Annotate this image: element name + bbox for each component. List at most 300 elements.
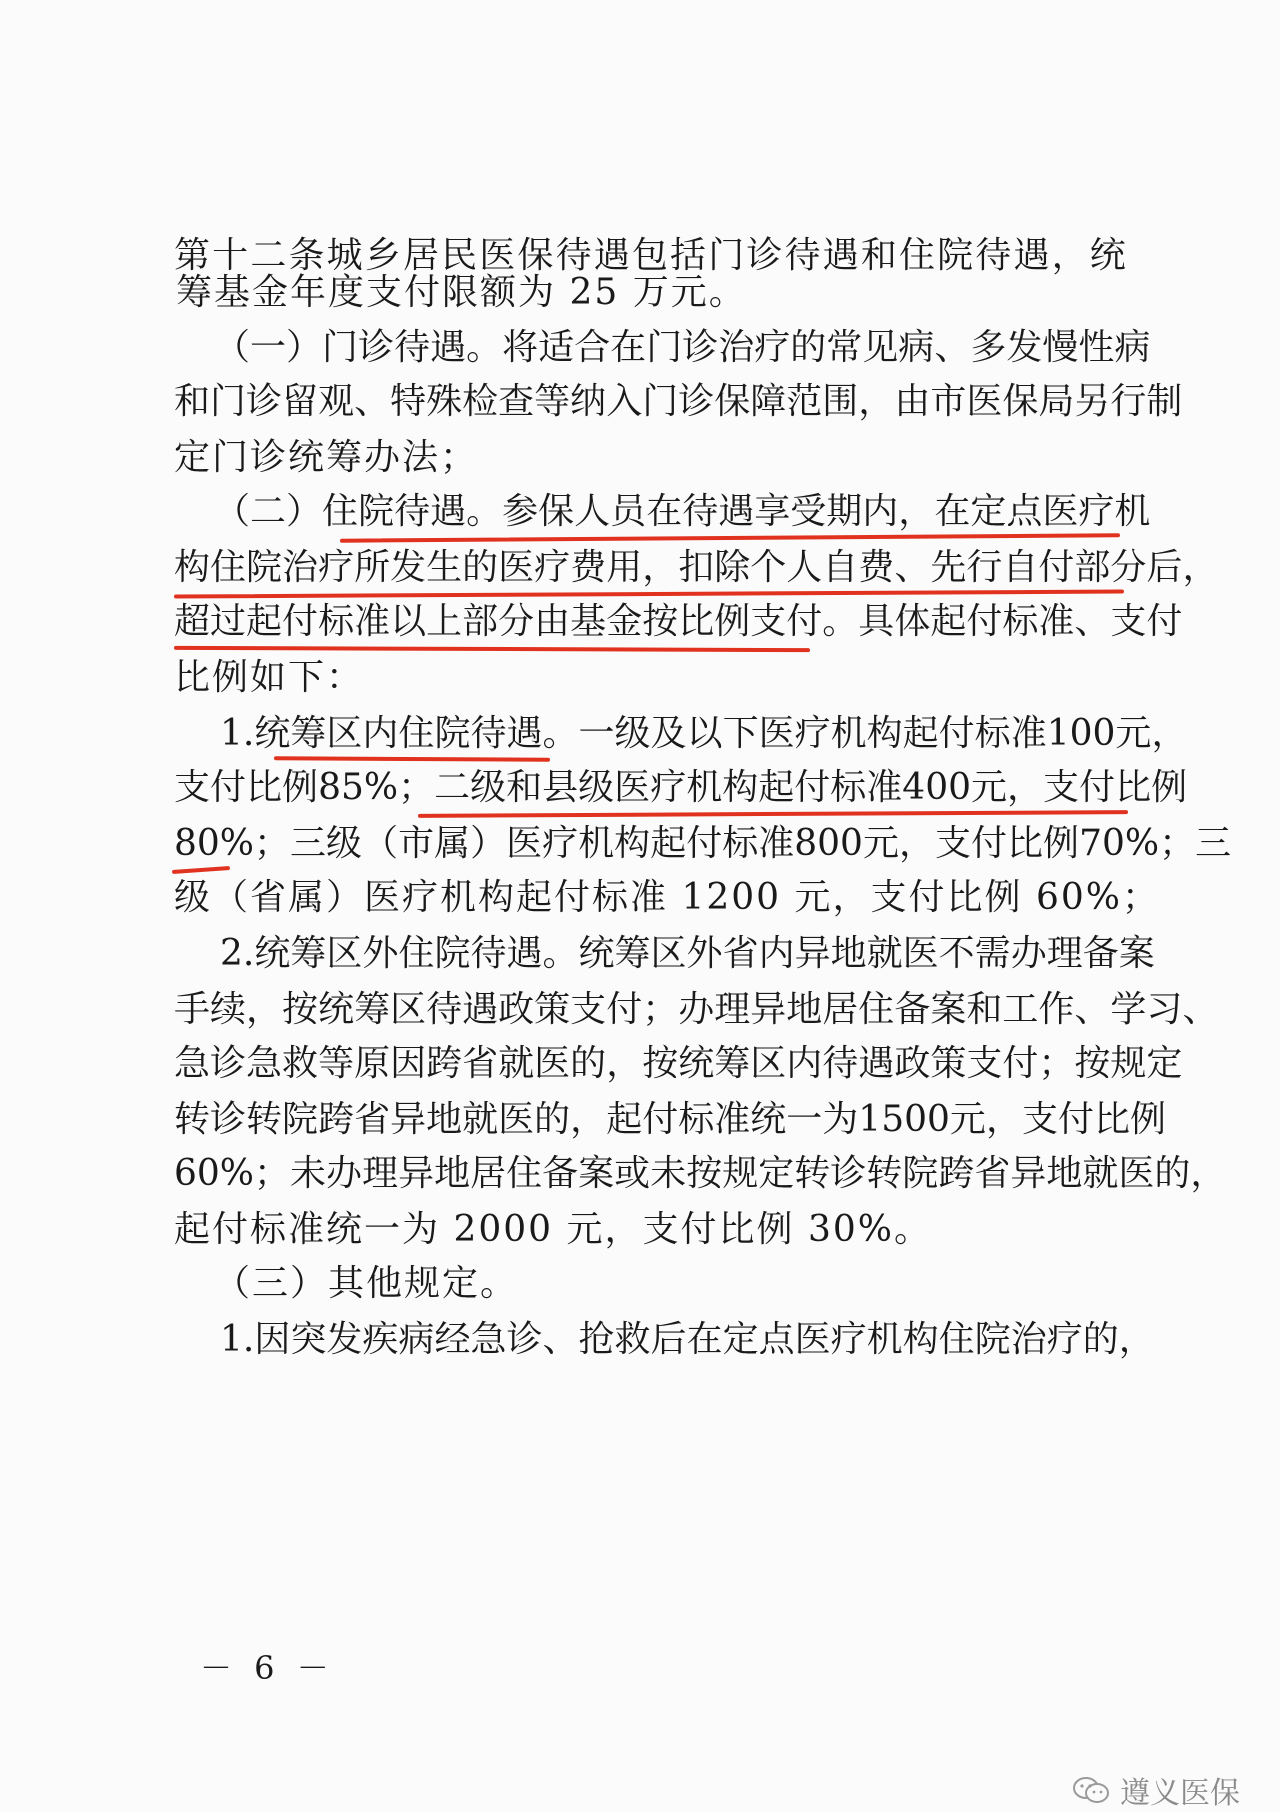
line-glyph: 待 bbox=[975, 235, 1012, 276]
line-glyph: 1. bbox=[220, 713, 255, 754]
line-glyph: 备 bbox=[1082, 933, 1119, 974]
line-glyph: 待 bbox=[682, 491, 719, 532]
line-glyph: 省 bbox=[722, 933, 759, 974]
line-glyph: 诊 bbox=[746, 235, 783, 276]
line-glyph: 遇 bbox=[506, 933, 543, 974]
line-glyph: 部 bbox=[1074, 547, 1111, 588]
line-glyph: 一 bbox=[786, 1099, 823, 1140]
line-glyph: 付 bbox=[1146, 601, 1183, 642]
line-glyph: 1500 bbox=[858, 1099, 950, 1140]
line-glyph: 策 bbox=[930, 1043, 967, 1084]
line-glyph: 一 bbox=[578, 713, 615, 754]
line-glyph: 统 bbox=[750, 1099, 787, 1140]
line-glyph: 支 bbox=[1110, 601, 1147, 642]
line-glyph: 人 bbox=[786, 547, 823, 588]
line-glyph: 的 bbox=[570, 1043, 607, 1084]
line-glyph: 付 bbox=[1057, 1099, 1094, 1140]
line-glyph: 因 bbox=[254, 1319, 291, 1360]
line-glyph: 内 bbox=[758, 933, 795, 974]
line-glyph: 待 bbox=[394, 491, 431, 532]
line-glyph: 付 bbox=[282, 601, 319, 642]
line-glyph: 疗 bbox=[794, 713, 831, 754]
line-glyph: （ bbox=[214, 327, 251, 368]
line-glyph: 的 bbox=[790, 327, 827, 368]
line-glyph: 起 bbox=[902, 713, 939, 754]
line-glyph: ， bbox=[1118, 1319, 1155, 1360]
line-glyph: ； bbox=[642, 989, 679, 1030]
line-glyph: 医 bbox=[498, 547, 535, 588]
line-glyph: 标 bbox=[1002, 601, 1039, 642]
line-glyph: 诊 bbox=[246, 381, 283, 422]
line-glyph: 行 bbox=[1110, 381, 1147, 422]
line-glyph: 员 bbox=[610, 491, 647, 532]
line-glyph: 诊 bbox=[682, 327, 719, 368]
line-glyph: 准 bbox=[1010, 713, 1047, 754]
line-glyph: 级 bbox=[326, 823, 363, 864]
line-glyph: 付 bbox=[1038, 547, 1075, 588]
line-glyph: 慢 bbox=[1042, 327, 1079, 368]
line-glyph: 遇 bbox=[593, 235, 630, 276]
line-glyph: 费 bbox=[570, 547, 607, 588]
line-glyph: 二 bbox=[250, 235, 287, 276]
line-glyph: 及 bbox=[650, 713, 687, 754]
line-glyph: 付 bbox=[786, 601, 823, 642]
line-glyph: ， bbox=[1190, 1153, 1227, 1194]
line-glyph: 十 bbox=[212, 235, 249, 276]
line-glyph: 付 bbox=[966, 601, 1003, 642]
line-glyph: 构 bbox=[174, 547, 211, 588]
line-glyph: 按 bbox=[1074, 1043, 1111, 1084]
line-glyph: 比 bbox=[1115, 767, 1152, 808]
line-glyph: 转 bbox=[174, 1099, 211, 1140]
line-glyph: 发 bbox=[1006, 327, 1043, 368]
line-glyph: 救 bbox=[614, 1319, 651, 1360]
line-glyph: 、 bbox=[354, 381, 391, 422]
line-glyph: 习 bbox=[1146, 989, 1183, 1030]
line-glyph: 机 bbox=[866, 1319, 903, 1360]
line-glyph: ， bbox=[858, 381, 895, 422]
line-glyph: 将 bbox=[502, 327, 539, 368]
line-glyph: 学 bbox=[1110, 989, 1147, 1030]
line-glyph: 住 bbox=[858, 989, 895, 1030]
line-glyph: 、 bbox=[1182, 989, 1219, 1030]
line-glyph: 医 bbox=[498, 1099, 535, 1140]
line-glyph: 院 bbox=[937, 235, 974, 276]
line-glyph: 住 bbox=[210, 547, 247, 588]
line-glyph: 准 bbox=[714, 1099, 751, 1140]
line-glyph: ； bbox=[254, 1153, 291, 1194]
line-glyph: 100 bbox=[1046, 713, 1116, 754]
line-glyph: 留 bbox=[282, 381, 319, 422]
line-glyph: 病 bbox=[1114, 327, 1151, 368]
page-number: － 6 － bbox=[200, 1649, 335, 1687]
line-glyph: 地 bbox=[830, 933, 867, 974]
line-glyph: 病 bbox=[398, 1319, 435, 1360]
line-glyph: 。 bbox=[542, 933, 579, 974]
line-glyph: 支 bbox=[1043, 767, 1080, 808]
line-glyph: 地 bbox=[1046, 1153, 1083, 1194]
line-glyph: 诊 bbox=[830, 1153, 867, 1194]
line-glyph: 支 bbox=[174, 767, 211, 808]
line-glyph: 疗 bbox=[650, 767, 687, 808]
line-glyph: ， bbox=[985, 1099, 1022, 1140]
line-glyph: 定 bbox=[722, 1319, 759, 1360]
line-glyph: 受 bbox=[790, 491, 827, 532]
line-glyph: 在 bbox=[646, 491, 683, 532]
line-glyph: 办 bbox=[1010, 933, 1047, 974]
in-zone-line-4: 级（省属）医疗机构起付标准 1200 元，支付比例 60%； bbox=[174, 877, 1160, 918]
line-glyph: 地 bbox=[434, 1153, 471, 1194]
line-glyph: 需 bbox=[974, 933, 1011, 974]
line-glyph: 后 bbox=[650, 1319, 687, 1360]
line-glyph: 适 bbox=[538, 327, 575, 368]
line-glyph: 以 bbox=[686, 713, 723, 754]
line-glyph: （ bbox=[214, 491, 251, 532]
line-glyph: 异 bbox=[1010, 1153, 1047, 1194]
line-glyph: 筹 bbox=[614, 933, 651, 974]
line-glyph: 先 bbox=[930, 547, 967, 588]
line-glyph: 标 bbox=[318, 601, 355, 642]
line-glyph: 。 bbox=[466, 491, 503, 532]
line-glyph: 保 bbox=[714, 381, 751, 422]
line-glyph: 85% bbox=[318, 767, 399, 808]
line-glyph: 、 bbox=[894, 547, 931, 588]
line-glyph: 三 bbox=[290, 823, 327, 864]
out-zone-line-3 bbox=[174, 1042, 1183, 1086]
line-glyph: 筹 bbox=[354, 989, 391, 1030]
line-glyph: 观 bbox=[318, 381, 355, 422]
line-glyph: 理 bbox=[362, 1153, 399, 1194]
line-glyph: 省 bbox=[354, 1099, 391, 1140]
line-glyph: 属 bbox=[434, 823, 471, 864]
line-glyph: 续 bbox=[210, 989, 247, 1030]
line-glyph: 付 bbox=[686, 823, 723, 864]
line-glyph: 多 bbox=[970, 327, 1007, 368]
line-glyph: 医 bbox=[966, 381, 1003, 422]
line-glyph: 付 bbox=[938, 713, 975, 754]
line-glyph: 机 bbox=[830, 713, 867, 754]
line-glyph: 70% bbox=[1079, 823, 1160, 864]
line-glyph: 、 bbox=[542, 1319, 579, 1360]
line-glyph: 经 bbox=[434, 1319, 471, 1360]
out-zone-line-1 bbox=[220, 932, 1155, 976]
line-glyph: 办 bbox=[326, 1153, 363, 1194]
line-glyph: 标 bbox=[722, 823, 759, 864]
line-glyph: 未 bbox=[290, 1153, 327, 1194]
line-glyph: 待 bbox=[394, 327, 431, 368]
line-glyph: 外 bbox=[686, 933, 723, 974]
line-glyph: 省 bbox=[462, 1043, 499, 1084]
line-glyph: 住 bbox=[398, 713, 435, 754]
outpatient-line-1 bbox=[214, 326, 1151, 370]
line-glyph: 发 bbox=[326, 1319, 363, 1360]
line-glyph: 在 bbox=[686, 1319, 723, 1360]
line-glyph: 检 bbox=[462, 381, 499, 422]
line-glyph: 付 bbox=[971, 823, 1008, 864]
line-glyph: 分 bbox=[1110, 547, 1147, 588]
line-glyph: 体 bbox=[894, 601, 931, 642]
line-glyph: 的 bbox=[1154, 1153, 1191, 1194]
line-glyph: 准 bbox=[758, 823, 795, 864]
line-glyph: 所 bbox=[354, 547, 391, 588]
line-glyph: 第 bbox=[174, 235, 211, 276]
line-glyph: 抢 bbox=[578, 1319, 615, 1360]
line-glyph: ， bbox=[1182, 547, 1219, 588]
line-glyph: 待 bbox=[470, 713, 507, 754]
line-glyph: 案 bbox=[930, 989, 967, 1030]
line-glyph: ， bbox=[1051, 235, 1088, 276]
line-glyph: 起 bbox=[758, 767, 795, 808]
line-glyph: 。 bbox=[542, 713, 579, 754]
line-glyph: 门 bbox=[646, 327, 683, 368]
line-glyph: 付 bbox=[642, 1099, 679, 1140]
line-glyph: 居 bbox=[822, 989, 859, 1030]
line-glyph: 保 bbox=[517, 235, 554, 276]
line-glyph: 待 bbox=[784, 235, 821, 276]
line-glyph: 异 bbox=[398, 1153, 435, 1194]
line-glyph: 级 bbox=[578, 767, 615, 808]
line-glyph: 后 bbox=[1146, 547, 1183, 588]
line-glyph: 见 bbox=[862, 327, 899, 368]
line-glyph: 条 bbox=[288, 235, 325, 276]
line-glyph: 、 bbox=[1074, 989, 1111, 1030]
line-glyph: 例 bbox=[714, 601, 751, 642]
line-glyph: 医 bbox=[1042, 491, 1079, 532]
line-glyph: 民 bbox=[441, 235, 478, 276]
line-glyph: 支 bbox=[750, 601, 787, 642]
line-glyph: 元 bbox=[862, 823, 899, 864]
line-glyph: 部 bbox=[462, 601, 499, 642]
line-glyph: 治 bbox=[282, 547, 319, 588]
line-glyph: 比 bbox=[246, 767, 283, 808]
line-glyph: 疗 bbox=[754, 327, 791, 368]
line-glyph: 支 bbox=[1021, 1099, 1058, 1140]
line-glyph: 超 bbox=[174, 601, 211, 642]
line-glyph: 医 bbox=[1118, 1153, 1155, 1194]
line-glyph: 上 bbox=[426, 601, 463, 642]
line-glyph: 手 bbox=[174, 989, 211, 1030]
line-glyph: 门 bbox=[642, 381, 679, 422]
line-glyph: 准 bbox=[354, 601, 391, 642]
line-glyph: 准 bbox=[866, 767, 903, 808]
line-glyph: 等 bbox=[318, 1043, 355, 1084]
watermark-text: 遵义医保 bbox=[1120, 1776, 1240, 1811]
line-glyph: 不 bbox=[938, 933, 975, 974]
line-glyph: ； bbox=[1159, 823, 1196, 864]
inpatient-line-2 bbox=[174, 546, 1219, 590]
line-glyph: 元 bbox=[1115, 713, 1152, 754]
line-glyph: 括 bbox=[670, 235, 707, 276]
line-glyph: 在 bbox=[610, 327, 647, 368]
wechat-icon bbox=[1072, 1776, 1110, 1804]
line-glyph: 治 bbox=[718, 327, 755, 368]
line-glyph: ， bbox=[606, 1043, 643, 1084]
line-glyph: 费 bbox=[858, 547, 895, 588]
inpatient-line-4: 比例如下： bbox=[174, 657, 365, 698]
line-glyph: 院 bbox=[358, 491, 395, 532]
line-glyph: 疗 bbox=[542, 823, 579, 864]
line-glyph: 就 bbox=[462, 1099, 499, 1140]
line-glyph: 行 bbox=[966, 547, 1003, 588]
line-glyph: 备 bbox=[894, 989, 931, 1030]
line-glyph: 三 bbox=[1195, 823, 1232, 864]
line-glyph: 付 bbox=[210, 767, 247, 808]
line-glyph: 内 bbox=[862, 491, 899, 532]
line-glyph: 的 bbox=[534, 1099, 571, 1140]
line-glyph: 就 bbox=[866, 933, 903, 974]
line-glyph: 病 bbox=[898, 327, 935, 368]
line-glyph: 待 bbox=[426, 989, 463, 1030]
line-glyph: 构 bbox=[722, 767, 759, 808]
line-glyph: 例 bbox=[282, 767, 319, 808]
line-glyph: 2. bbox=[220, 933, 255, 974]
line-glyph: 生 bbox=[426, 547, 463, 588]
line-glyph: 标 bbox=[974, 713, 1011, 754]
line-glyph: 构 bbox=[866, 713, 903, 754]
line-glyph: 地 bbox=[786, 989, 823, 1030]
line-glyph: 城 bbox=[326, 235, 363, 276]
out-zone-line-4 bbox=[174, 1098, 1167, 1142]
line-glyph: 异 bbox=[750, 989, 787, 1030]
line-glyph: 急 bbox=[470, 1319, 507, 1360]
underline-inpatient-3 bbox=[174, 646, 810, 652]
line-glyph: 付 bbox=[794, 767, 831, 808]
line-glyph: 标 bbox=[830, 767, 867, 808]
line-glyph: 省 bbox=[974, 1153, 1011, 1194]
line-glyph: 按 bbox=[642, 601, 679, 642]
line-glyph: 、 bbox=[934, 327, 971, 368]
underline-tier2 bbox=[418, 810, 1128, 818]
underline-80-percent bbox=[172, 866, 230, 874]
line-glyph: 以 bbox=[390, 601, 427, 642]
line-glyph: 门 bbox=[210, 381, 247, 422]
other-rules-line-1 bbox=[220, 1318, 1155, 1362]
line-glyph: 起 bbox=[930, 601, 967, 642]
line-glyph: 用 bbox=[606, 547, 643, 588]
line-glyph: 院 bbox=[902, 1153, 939, 1194]
line-glyph: 付 bbox=[1002, 1043, 1039, 1084]
line-glyph: 办 bbox=[678, 989, 715, 1030]
line-glyph: 县 bbox=[542, 767, 579, 808]
article-12-line-2: 筹基金年度支付限额为 25 万元。 bbox=[176, 272, 747, 313]
line-glyph: 起 bbox=[650, 823, 687, 864]
line-glyph: 居 bbox=[402, 235, 439, 276]
line-glyph: ， bbox=[1151, 713, 1188, 754]
line-glyph: ， bbox=[898, 823, 935, 864]
line-glyph: 查 bbox=[498, 381, 535, 422]
line-glyph: 因 bbox=[390, 1043, 427, 1084]
line-glyph: 保 bbox=[538, 491, 575, 532]
line-glyph: 金 bbox=[606, 601, 643, 642]
line-glyph: 疗 bbox=[534, 547, 571, 588]
line-glyph: 制 bbox=[1146, 381, 1183, 422]
line-glyph: 发 bbox=[390, 547, 427, 588]
line-glyph: 医 bbox=[794, 1319, 831, 1360]
line-glyph: 区 bbox=[390, 989, 427, 1030]
line-glyph: 居 bbox=[470, 1153, 507, 1194]
line-glyph: 规 bbox=[1110, 1043, 1147, 1084]
line-glyph: ； bbox=[254, 823, 291, 864]
line-glyph: 支 bbox=[570, 989, 607, 1030]
line-glyph: 院 bbox=[434, 933, 471, 974]
line-glyph: 规 bbox=[722, 1153, 759, 1194]
line-glyph: 治 bbox=[1010, 1319, 1047, 1360]
inpatient-line-3 bbox=[174, 600, 1183, 644]
line-glyph: 入 bbox=[606, 381, 643, 422]
line-glyph: 纳 bbox=[570, 381, 607, 422]
line-glyph: 围 bbox=[822, 381, 859, 422]
line-glyph: ） bbox=[286, 327, 323, 368]
line-glyph: 参 bbox=[502, 491, 539, 532]
line-glyph: 异 bbox=[390, 1099, 427, 1140]
line-glyph: 自 bbox=[822, 547, 859, 588]
line-glyph: 、 bbox=[1074, 601, 1111, 642]
line-glyph: 例 bbox=[1151, 767, 1188, 808]
line-glyph: ， bbox=[246, 989, 283, 1030]
line-glyph: 在 bbox=[934, 491, 971, 532]
line-glyph: 二 bbox=[250, 491, 287, 532]
line-glyph: 比 bbox=[1007, 823, 1044, 864]
line-glyph: 区 bbox=[326, 713, 363, 754]
inpatient-line-1 bbox=[214, 490, 1151, 534]
line-glyph: 和 bbox=[966, 989, 1003, 1030]
line-glyph: 点 bbox=[1006, 491, 1043, 532]
line-glyph: 付 bbox=[1079, 767, 1116, 808]
line-glyph: 构 bbox=[902, 1319, 939, 1360]
line-glyph: 区 bbox=[326, 933, 363, 974]
line-glyph: 起 bbox=[246, 601, 283, 642]
line-glyph: 转 bbox=[794, 1153, 831, 1194]
line-glyph: 按 bbox=[282, 989, 319, 1030]
line-glyph: 例 bbox=[1043, 823, 1080, 864]
line-glyph: 理 bbox=[714, 989, 751, 1030]
in-zone-line-1 bbox=[220, 712, 1188, 756]
line-glyph: 统 bbox=[1089, 235, 1126, 276]
line-glyph: 的 bbox=[1082, 1319, 1119, 1360]
line-glyph: 住 bbox=[322, 491, 359, 532]
line-glyph: 和 bbox=[174, 381, 211, 422]
line-glyph: 常 bbox=[826, 327, 863, 368]
line-glyph: 60% bbox=[174, 1153, 255, 1194]
line-glyph: 由 bbox=[534, 601, 571, 642]
line-glyph: 享 bbox=[754, 491, 791, 532]
line-glyph: 跨 bbox=[938, 1153, 975, 1194]
line-glyph: 筹 bbox=[290, 713, 327, 754]
line-glyph: 定 bbox=[758, 1153, 795, 1194]
line-glyph: 区 bbox=[750, 1043, 787, 1084]
line-glyph: 作 bbox=[1038, 989, 1075, 1030]
line-glyph: 扣 bbox=[678, 547, 715, 588]
line-glyph: 元 bbox=[949, 1099, 986, 1140]
other-rules-heading: （三）其他规定。 bbox=[214, 1263, 519, 1304]
watermark bbox=[1072, 1768, 1240, 1812]
out-zone-line-6: 起付标准统一为 2000 元，支付比例 30%。 bbox=[174, 1209, 932, 1250]
line-glyph: 支 bbox=[966, 1043, 1003, 1084]
line-glyph: 机 bbox=[686, 767, 723, 808]
line-glyph: 疗 bbox=[830, 1319, 867, 1360]
line-glyph: 诊 bbox=[678, 381, 715, 422]
line-glyph: 局 bbox=[1038, 381, 1075, 422]
line-glyph: 个 bbox=[750, 547, 787, 588]
line-glyph: 构 bbox=[614, 823, 651, 864]
line-glyph: 由 bbox=[894, 381, 931, 422]
line-glyph: 突 bbox=[290, 1319, 327, 1360]
line-glyph: 定 bbox=[1146, 1043, 1183, 1084]
line-glyph: 800 bbox=[794, 823, 863, 864]
line-glyph: 乡 bbox=[364, 235, 401, 276]
line-glyph: 障 bbox=[750, 381, 787, 422]
line-glyph: 待 bbox=[555, 235, 592, 276]
